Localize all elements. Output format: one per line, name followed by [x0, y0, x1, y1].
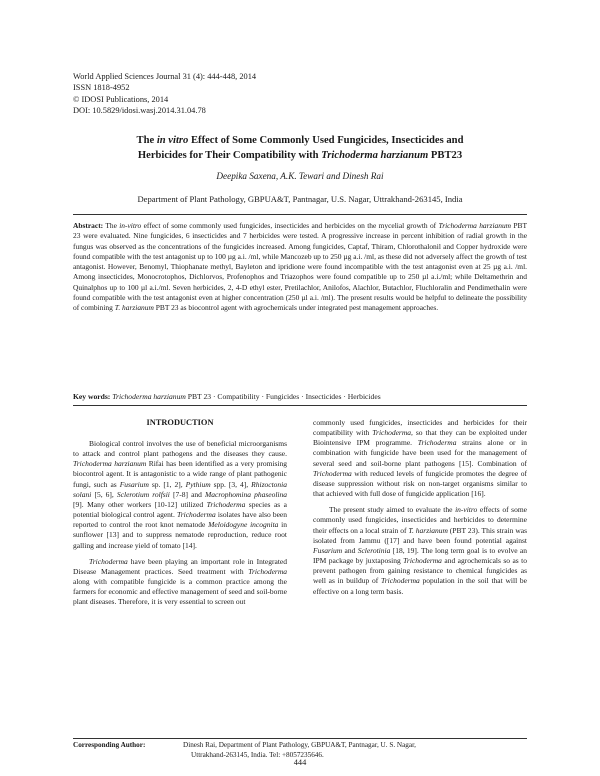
keywords-label: Key words:	[73, 392, 111, 401]
journal-header	[73, 71, 373, 116]
paper-title: The in vitro Effect of Some Commonly Used Fungicides, Insecticides and Herbicides for Their Compatibility with Trichoderma harzianum PBT23	[136, 135, 464, 161]
corresponding-author-line: Uttrakhand-263145, India. Tel: +8057235646.	[191, 751, 324, 759]
section-heading: INTRODUCTION	[146, 418, 214, 427]
paragraph: Biological control involves the use of beneficial microorganisms to attack and control plant pathogens and the diseases they cause. Trichoderma harzianum Rifai has been identified as a very promising biocontrol agent. It is antagonistic to a wide range of plant pathogenic fungi, such as Fusarium sp. [1, 2], Pythium spp. [3, 4], Rhizoctonia solani [5, 6], Sclerotium rolfsii [7-8] and Macrophomina phaseolina [9]. Many other workers [10-12] utilized Trichoderma species as a potential biological control agent. Trichoderma isolates have also been reported to control the root knot nematode Meloidogyne incognita in sunflower [13] and to suppress nematode reproduction, reduce root galling and increase yield of tomato [14].	[73, 439, 288, 550]
paragraph: commonly used fungicides, insecticides and herbicides for their compatibility with Trichoderma, so that they can be exploited under Biointensive IPM programme. Trichoderma strains alone or in combination with fungicide have been used for the management of several seed and soil-borne plant pathogens [15]. Combination of Trichoderma with reduced levels of fungicide promotes the degree of disease suppression without risk on non-target organisms similar to that achieved with full dose of fungicide application [16].	[313, 418, 528, 499]
paragraph: The present study aimed to evaluate the in-vitro effects of some commonly used fungicides, insecticides and herbicides to determine their effects on a local strain of T. harzianum (PBT 23). This strain was isolated from Jammu ([17] and have been found potential against Fusarium and Sclerotinia [18, 19]. The long term goal is to evolve an IPM package by juxtaposing Trichoderma and agrochemicals so as to prevent pathogen from gaining resistance to chemical fungicides as well as in buildup of Trichoderma population in the soil that will be effective on a long term basis.	[313, 505, 527, 596]
corresponding-author-label: Corresponding Author:	[73, 741, 146, 749]
right-column	[313, 418, 527, 597]
corresponding-author	[73, 740, 527, 760]
divider	[73, 405, 527, 406]
page-number: 444	[293, 758, 307, 767]
author-list: Deepika Saxena, A.K. Tewari and Dinesh Rai	[216, 171, 384, 181]
divider	[73, 738, 527, 739]
corresponding-author-line: Dinesh Rai, Department of Plant Pathology, GBPUA&T, Pantnagar, U. S. Nagar,	[183, 741, 416, 749]
keywords: Key words: Trichoderma harzianum PBT 23 · Compatibility · Fungicides · Insecticides · Herbicides	[73, 392, 381, 401]
abstract-label: Abstract:	[73, 221, 104, 230]
paragraph: Trichoderma have been playing an important role in Integrated Disease Management practices. Seed treatment with Trichoderma along with compatible fungicide is a common practice among the farmers for economic and effective management of seed and soil-borne plant diseases. Therefore, it is very essential to screen out	[73, 556, 287, 607]
divider	[73, 214, 527, 215]
journal-citation: World Applied Sciences Journal 31 (4): 444-448, 2014	[73, 72, 257, 81]
left-column	[73, 418, 287, 608]
journal-copyright: © IDOSI Publications, 2014	[73, 94, 169, 104]
journal-doi: DOI: 10.5829/idosi.wasj.2014.31.04.78	[73, 105, 206, 115]
affiliation: Department of Plant Pathology, GBPUA&T, Pantnagar, U.S. Nagar, Uttrakhand-263145, India	[137, 194, 463, 204]
journal-issn: ISSN 1818-4952	[73, 83, 130, 93]
abstract: Abstract: The in-vitro effect of some commonly used fungicides, insecticides and herbicides on the mycelial growth of Trichoderma harzianum PBT 23 were evaluated. Nine fungicides, 6 insecticides and 7 herbicides were tested. A progressive increase in percent inhibition of radial growth in the fungus was observed as the concentrations of the fungicides increased. Among fungicides, Captaf, Thiram, Chlorothalonil and Copper hydroxide were found compatible with the test antagonist up to 100 µg a.i. /ml, while Mancozeb up to 250 µg a.i. /ml, as these did not adversely affect the growth of test antagonist. However, Benomyl, Thiophanate methyl, Bayleton and ipridione were found incompatible with the test antagonist even at 25 µg a.i. /ml. Among insecticides, Monocrotophos, Dichlorvos, Profenophos and Triazophos were found compatible up to 250 µl a.i./ml; while Deltamethrin and Quinalphos up to 100 µl a.i./ml. Seven herbicides, 2, 4-D ethyl ester, Pretilachlor, Anilofos, Alachlor, Butachlor, Fluchloralin and Pendimethalin were found compatible with the test antagonist even at higher concentration (250 µl a.i. /ml). The present results would be helpful to delineate the possibility of combining T. harzianum PBT 23 as biocontrol agent with agrochemicals under integrated pest management approaches.	[73, 221, 528, 312]
